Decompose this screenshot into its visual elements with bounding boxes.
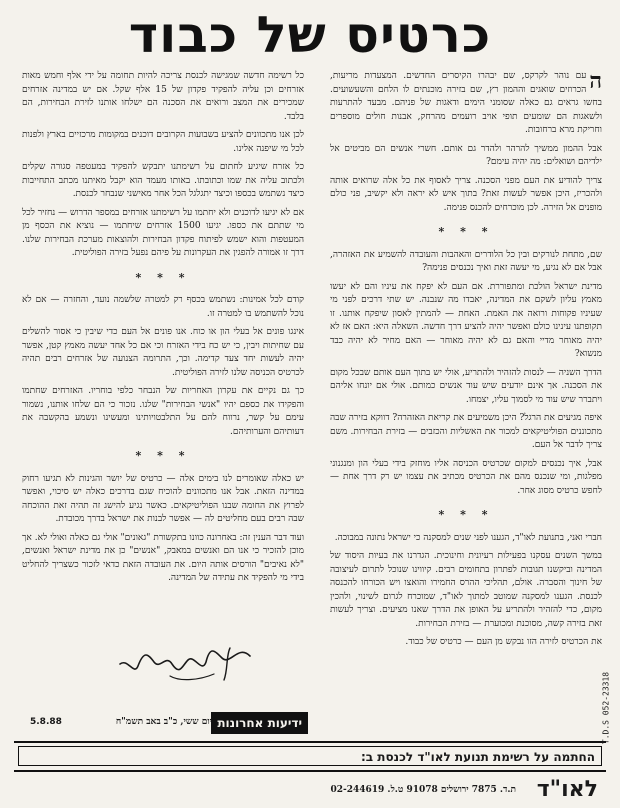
divider-rule — [14, 741, 606, 743]
paragraph: כל רשימה חדשה שמגישה לכנסת צריכה להיות תחומה על ידי אלף וחמש מאות אזרחים וכן עליה להפקיד פקדון של 15 אלף שקל. אם יש במדינה אזרחים שמכירים את המצב ורואים את הסכנה הם ישלחו אותנו לזירת הבחירות, הם בלבד. — [22, 71, 304, 122]
section-divider-stars: * * * — [135, 270, 191, 284]
paragraph: יש כאלה שאומרים לנו בימים אלה — כרטיס של יושר והגינות לא תגיעו רחוק במדינה הזאת. אבל אנו מתכוונים להוכיח שגם בדרכים כאלה יש סיכוי, ואפשר לפרוץ את החומה שבנו הפוליטיקאים. כאשר נגיע להישג זה תהיה זאת ההוכחה שבה רבים בעם מחליטים לה — אפשר לבנות את ישראל בדרך מכובדת. — [22, 473, 304, 524]
article-column-left — [22, 70, 304, 666]
paragraph: חברי ואני, בתנועת לאו"ד, הגענו לפני שנים למסקנה כי ישראל נתונה במבוכה. — [334, 532, 602, 543]
paragraph: אם לא יגיעו לדוכנים ולא יחתמו על רשימתנו אזרחים במספר הדרוש — נחזיר לכל מי שתתם את כספו. יגיעו 1500 אזרחים שיחתמו — נוציא את הכסף מן המעטפות והוא ישמש לפיתוח פקדון הבחירות ולהוצאות מערכת הבחירות שלנו. דרך זו אמורה להפגין את העקרונות על פיהם נפעל בזירה הפוליטית. — [22, 207, 304, 258]
paragraph: אבל ההמון ממשיך להרהר ולהדר גם אותם. חשרי אנשים הם מביטים אל ילדיהם ושואלים: מה יהיה עימם? — [330, 143, 602, 167]
newspaper-name: ידיעות אחרונות — [211, 712, 308, 734]
paragraph: במשך השנים עסקנו בפעילות רעיונית וחינוכית. הגדרנו את בעיות היסוד של המדינה וביקשנו תגובות לפתרון בתחומים רבים. קיווינו שנוכל לתרום לעיצובה של חינוך והסברה. אולם, תהליכי ההרס החמירו והואצו ויש הכורחו להכנסה לכנסת. הגענו למסקנה שמוטב למתוך לאו"ד, שמוכרח לגרום לשינוי, ולהכין מקום, כדי להזהיר ולהתריע על האופן את הדרך שאנו מציעים. וצריך לעשות זאת בזירה קשה, מסוכנת ומכוערת — בזירת הבחירות. — [330, 551, 602, 629]
paragraph: ה עם נוהר לקרקס, שם יבהרו הקיסרים החדשים. המצעדות מריעות, הכרוזים שואגים וההמון רץ, שם בזירה מוכנתים לו הלחם והשעשועים. בחשו גראים גם כאלה שסומני הימים ודאגות של פניהם. מבעד להתרעות ולשאגות הם שומעים תופי אויב רועמים מהרחק, אבנות חולים מוספרים וחריקת מרא ברחובות. — [330, 68, 602, 135]
paragraph: את הכרטיס לזירה הזו נבקש מן העם — כרטיס של כבוד. — [405, 637, 602, 647]
paragraph: שם, מתחת לנורקים ובין כל הלודרים והאהבות והעובדה להשמיע את האזהרה, אבל אם לא נגיע, מי יעשה זאת ואיך נכנסים פנימה? — [330, 249, 602, 273]
signature-area — [40, 636, 300, 692]
newspaper-credits — [30, 712, 308, 736]
paragraph: מדינת ישראל הולכת ומתפוררת. אם העם לא יפקח את עיניו והם לא יעשו מאמץ עליון לשקם את המדינה, יאבדו מה שנבנה. יש שתי דרכים לפני מי שעיניו פקוחות ורואה את האמת. האחת — להמתין לאסון שיפקח אותנו. זו תקופתנו עינינו כולם ואפשר יהיה להציע דרך חדשה. השאלה היא: האם אז לא יהיה מאוחר מדיי והאם גם לא יהיה מאוחר — האם מחיר לא יהיה כבד מנשוא? — [330, 281, 602, 359]
paragraph: אינגו פונים אל בעלי הון או כוח. אנו פונים אל העם כדי שיבין כי אסור להשלים עם שחיתות ויבין, כי יש כח בידי האזרח וכי אם כל אחד יעשה מאמץ קטן, אפשר יהיה לעשות יחד צעד קדימה. וכך, התרומה הצנועה של אזרחים רבים תהיה לכרטיס הכניסה שלנו לזירה הפוליטית. — [22, 327, 304, 378]
paragraph: כל אזרח שיגיע לחתום על רשימתנו יתבקש להפקיד במעטפה סגורה שקלים ולכתוב עליה את שמו וכתובתו. באותו מעמד הוא יקבל מאיתנו מכתב התחייבות כיצד נשתמש בכספו וכיצד יתגלגל הכל אחר מאישני שנבחר לכנסת. — [22, 162, 304, 199]
hebrew-date: יום ששי, כ"ב באב תשמ"ח — [115, 717, 212, 727]
section-divider-stars: * * * — [438, 225, 494, 238]
paragraph: כך גם נקיים את עקרון האחריות של הנבחר כלפי בוחריו. האזרחים שחתמו והפקידו את כספם יהיו "אנשי הבחירות" שלנו. נזכור כי הם שלחו אותנו, נשמור עימם על קשר, נרווח להם על התלבטויותינו ומעשינו ונשמע בהקשבה את דעותיהם והערותיהם. — [22, 386, 304, 437]
handwritten-signature — [110, 636, 260, 688]
paragraph: הדרך השניה — לנסות להזהיר ולהתריע, אולי יש בתוך העם אותם שבכל מקום את הסכנה. אך אינם יודעים שיש עוד אנשים כמותם. אולי אם יונחו אליהם ויתברר שיש עוד מי לסמוך עליו, יצמחו. — [330, 367, 602, 405]
article-column-right — [330, 68, 602, 647]
petition-bar: החתמה על רשימת תנועת לאו"ד לכנסת ב: — [18, 746, 602, 766]
divider-rule — [14, 770, 606, 772]
organization-logo: לאו"ד — [536, 777, 598, 802]
section-divider-stars: * * * — [135, 449, 191, 462]
page-title: כרטיס של כבוד — [128, 6, 492, 64]
archive-code — [599, 668, 613, 748]
paragraph: צריך להודיע את העם מפני הסכנה. צריך לאסוף את כל אלה שרואים אותה ולהכריז, היכן אפשר לעשות זאת? בתוך איש לא יראה ולא יקשיב, פני כולם מופנים אל הזירה. לכן מוכרחים להכנס פנימה. — [330, 175, 602, 213]
gregorian-date: 5.8.88 — [30, 717, 62, 727]
organization-address: ת.ד. 7875 ירושלים 91078 ט.ל. 02-244619 — [330, 785, 516, 795]
paragraph: ועוד דבר הענין זה: באחרונה כוונו בתקשורת "גאונים" אולי גם כאלה ואולי לא. אך מוכן להזכיר כי אנו הם ואנשים במאבק, "אנשים" כן את מדינת ישראל ואנשים, "לא נאיבים" הורסים אותה היום. את העובדה הזאת כדאי לזכור כשצריך להחליט בידי מי להפקיד את עתידה של המדינה. — [22, 532, 304, 583]
paragraph: אבל, איך נכנסים למקום שכרטיס הכניסה אליו מוחזק בידי בעלי הון ומנגנוני מפלגות, ומי שנכנס מהם את הכרטיס מכתיב את עצמו יש רק דרך אחת — לחפש כרטיס מסוג אחר. — [330, 458, 602, 496]
paragraph: לכן אנו מתכוונים להציע בשבועות הקרובים דוכנים במקומות מרכזיים בארץ ולפנות לכל מי שיפנה אלינו. — [22, 130, 304, 154]
section-divider-stars: * * * — [438, 508, 494, 521]
drop-cap: ה — [589, 68, 602, 94]
paragraph: איפה מגיעים את הרגל? היכן משמיעים את קריאת האזהרה? דווקא בזירה שבה מתכוננים הפוליטיקאים למכור את האשליות והכזבים — בזירת הבחירות. משם צריך לדבר אל העם. — [330, 413, 602, 450]
paragraph: קודם לכל אמינות: נשתמש בכסף רק למטרה שלשמה נועד, והחזרה — אם לא נוכל להשתמש בו למטרה זו. — [22, 295, 304, 319]
archive-code-text: T.D.S 052-23318 — [601, 671, 611, 745]
